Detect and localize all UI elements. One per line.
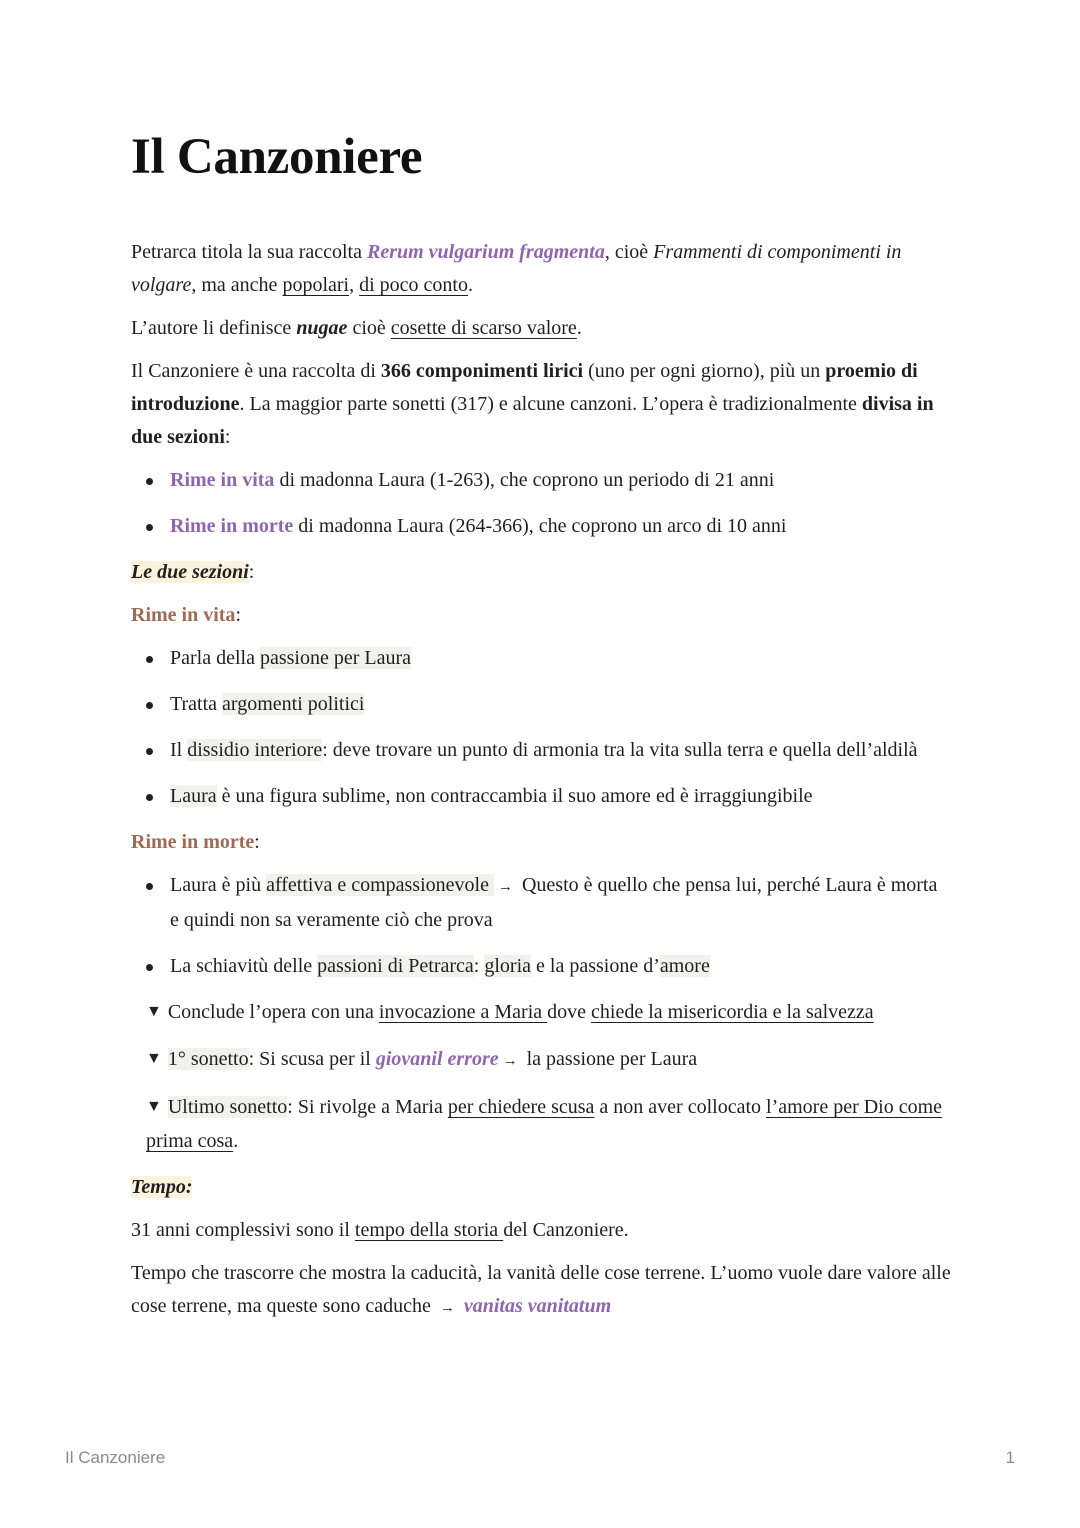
rime-morte-heading: [131, 826, 951, 859]
highlighted-text: dissidio interiore: [187, 739, 323, 761]
list-item: [131, 869, 951, 937]
toggle-block[interactable]: [131, 996, 951, 1030]
highlighted-text: Ultimo sonetto: [167, 1096, 288, 1118]
text: è una figura sublime, non contraccambia il suo amore ed è irraggiungibile: [216, 785, 813, 807]
highlighted-text: gloria: [484, 955, 532, 977]
text: . La maggior parte sonetti (317) e alcune canzoni. L’opera è tradizionalmente: [239, 393, 862, 415]
underlined-text: popolari: [282, 274, 350, 296]
text: dove: [547, 1001, 592, 1023]
text: 31 anni complessivi sono il: [131, 1219, 355, 1241]
text: Parla della: [170, 647, 260, 669]
underlined-text: chiede la misericordia e la salvezza: [591, 1001, 874, 1023]
bullet-icon: [146, 524, 153, 531]
bullet-icon: [146, 964, 153, 971]
triangle-down-icon[interactable]: ▼: [146, 1050, 162, 1067]
emphasis-text: giovanil errore: [375, 1048, 499, 1070]
tempo-heading: [131, 1171, 951, 1204]
text: .: [467, 274, 473, 296]
toggle-block[interactable]: [131, 1091, 951, 1158]
highlighted-text: argomenti politici: [222, 693, 365, 715]
section-label: Rime in morte: [170, 515, 294, 537]
nugae-term: nugae: [296, 317, 348, 339]
arrow-icon: →: [439, 1300, 455, 1316]
highlighted-text: affettiva e compassionevole: [266, 874, 494, 896]
rime-vita-heading: [131, 599, 951, 632]
text: La schiavitù delle: [170, 955, 318, 977]
rime-vita-list: [131, 642, 951, 813]
highlighted-text: passione per Laura: [259, 647, 412, 669]
arrow-icon: →: [497, 879, 513, 895]
bold-text: divisa in due sezioni: [131, 393, 934, 448]
text: :: [235, 604, 241, 626]
tempo-paragraph: [131, 1257, 951, 1325]
text: Questo è quello che pensa lui, perché Laura è morta e quindi non sa veramente ciò che prova: [170, 874, 938, 931]
underlined-text: invocazione a Maria: [378, 1001, 548, 1023]
sections-list: [131, 464, 951, 543]
bullet-icon: [146, 883, 153, 890]
document-body: [131, 236, 951, 1335]
text: cioè: [347, 317, 391, 339]
text: di madonna Laura (1-263), che coprono un periodo di 21 anni: [274, 469, 775, 491]
underlined-text: l’amore per Dio come prima cosa: [146, 1096, 943, 1152]
page-title: Il Canzoniere: [131, 129, 423, 185]
underlined-text: tempo della storia: [354, 1219, 504, 1241]
bullet-icon: [146, 748, 153, 755]
triangle-down-icon[interactable]: ▼: [146, 1003, 162, 1020]
list-item: [131, 688, 951, 721]
highlighted-text: 1° sonetto: [167, 1048, 249, 1070]
text: Tratta: [170, 693, 223, 715]
toggle-block[interactable]: [131, 1043, 951, 1078]
list-item: [131, 642, 951, 675]
footer-title: Il Canzoniere: [65, 1448, 166, 1467]
highlighted-label: Tempo:: [131, 1176, 193, 1198]
intro-paragraph: [131, 236, 951, 302]
section-heading: Rime in morte: [131, 831, 255, 853]
highlighted-label: Le due sezioni: [131, 561, 249, 583]
underlined-text: di poco conto: [359, 274, 468, 296]
bullet-icon: [146, 656, 153, 663]
arrow-icon: →: [502, 1053, 518, 1069]
list-item: [131, 510, 951, 543]
italian-title: Frammenti di componimenti in volgare: [131, 241, 902, 296]
text: : Si scusa per il: [248, 1048, 376, 1070]
latin-title: Rerum vulgarium fragmenta: [367, 241, 605, 263]
text: :: [254, 831, 260, 853]
text: a non aver collocato: [594, 1096, 767, 1118]
text: Laura è più: [170, 874, 267, 896]
section-label: Rime in vita: [170, 469, 275, 491]
highlighted-text: Laura: [170, 785, 217, 807]
nugae-paragraph: [131, 312, 951, 345]
triangle-down-icon[interactable]: ▼: [146, 1098, 162, 1115]
text: :: [224, 426, 231, 448]
underlined-text: cosette di scarso valore: [390, 317, 577, 339]
text: , ma anche: [191, 274, 283, 296]
bullet-icon: [146, 478, 153, 485]
text: : Si rivolge a Maria: [287, 1096, 448, 1118]
highlighted-text: passioni di Petrarca: [317, 955, 474, 977]
bold-text: 366 componimenti lirici: [380, 360, 584, 382]
rime-morte-list: [131, 869, 951, 983]
text: ,: [349, 274, 360, 296]
text: di madonna Laura (264-366), che coprono un arco di 10 anni: [293, 515, 787, 537]
structure-paragraph: [131, 355, 951, 454]
emphasis-text: vanitas vanitatum: [463, 1295, 612, 1317]
due-sezioni-heading: [131, 556, 951, 589]
list-item: [131, 780, 951, 813]
highlighted-text: amore: [659, 955, 710, 977]
text: Conclude l’opera con una: [167, 1001, 379, 1023]
text: del Canzoniere.: [503, 1219, 629, 1241]
text: Il: [170, 739, 188, 761]
text: e la passione d’: [531, 955, 660, 977]
list-item: [131, 734, 951, 767]
text: .: [576, 317, 582, 339]
bullet-icon: [146, 794, 153, 801]
text: Petrarca titola la sua raccolta: [131, 241, 367, 263]
bullet-icon: [146, 702, 153, 709]
underlined-text: per chiedere scusa: [447, 1096, 595, 1118]
bold-text: proemio di introduzione: [131, 360, 918, 415]
text: .: [233, 1130, 239, 1152]
text: : deve trovare un punto di armonia tra la vita sulla terra e quella dell’aldilà: [322, 739, 918, 761]
text: Il Canzoniere è una raccolta di: [131, 360, 381, 382]
page-number: 1: [1005, 1448, 1015, 1467]
text: (uno per ogni giorno), più un: [583, 360, 826, 382]
text: :: [248, 561, 255, 583]
list-item: [131, 950, 951, 983]
list-item: [131, 464, 951, 497]
section-heading: Rime in vita: [131, 604, 236, 626]
text: L’autore li definisce: [131, 317, 297, 339]
text: , cioè: [604, 241, 654, 263]
text: la passione per Laura: [521, 1048, 698, 1070]
text: :: [473, 955, 485, 977]
tempo-paragraph: [131, 1214, 951, 1247]
text: Tempo che trascorre che mostra la caducità, la vanità delle cose terrene. L’uomo vuole dare valore alle cose terrene, ma queste sono caduche: [131, 1262, 951, 1317]
